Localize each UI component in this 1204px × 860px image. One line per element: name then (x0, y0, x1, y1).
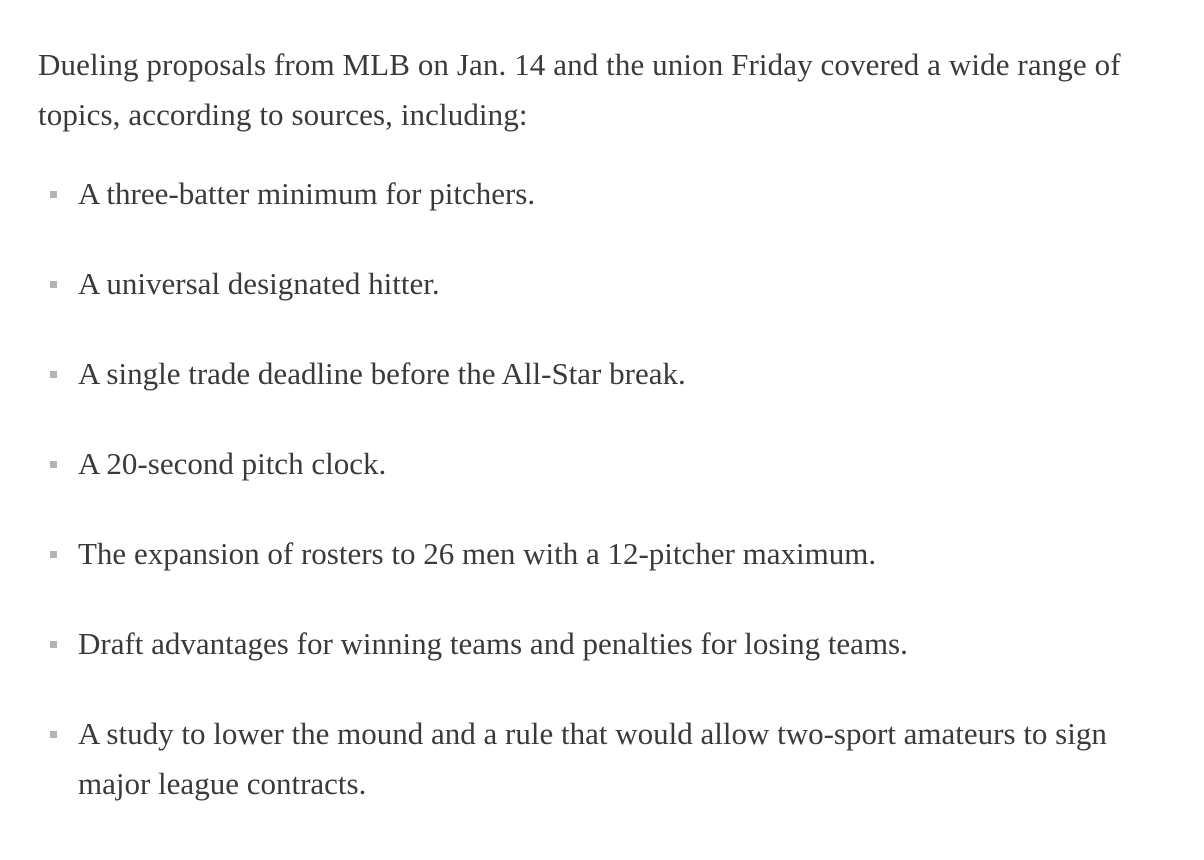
article-body (38, 40, 1168, 809)
list-item-text: A single trade deadline before the All-Star break. (78, 356, 686, 391)
list-item (38, 709, 1168, 809)
bullet-icon (50, 281, 57, 288)
bullet-icon (50, 371, 57, 378)
list-item (38, 259, 1168, 309)
bullet-icon (50, 731, 57, 738)
list-item-text: The expansion of rosters to 26 men with a 12-pitcher maximum. (78, 536, 877, 571)
bullet-icon (50, 461, 57, 468)
list-item (38, 529, 1168, 579)
intro-paragraph: Dueling proposals from MLB on Jan. 14 and the union Friday covered a wide range of topics, according to sources, including: (38, 47, 1121, 132)
list-item-text: Draft advantages for winning teams and penalties for losing teams. (78, 626, 908, 661)
bullet-icon (50, 191, 57, 198)
list-item-text: A study to lower the mound and a rule that would allow two-sport amateurs to sign major league contracts. (78, 716, 1107, 801)
list-item (38, 619, 1168, 669)
list-item-text: A universal designated hitter. (78, 266, 440, 301)
list-item (38, 349, 1168, 399)
list-item (38, 169, 1168, 219)
proposal-list (38, 169, 1168, 809)
bullet-icon (50, 641, 57, 648)
bullet-icon (50, 551, 57, 558)
list-item-text: A three-batter minimum for pitchers. (78, 176, 536, 211)
list-item-text: A 20-second pitch clock. (78, 446, 387, 481)
list-item (38, 439, 1168, 489)
